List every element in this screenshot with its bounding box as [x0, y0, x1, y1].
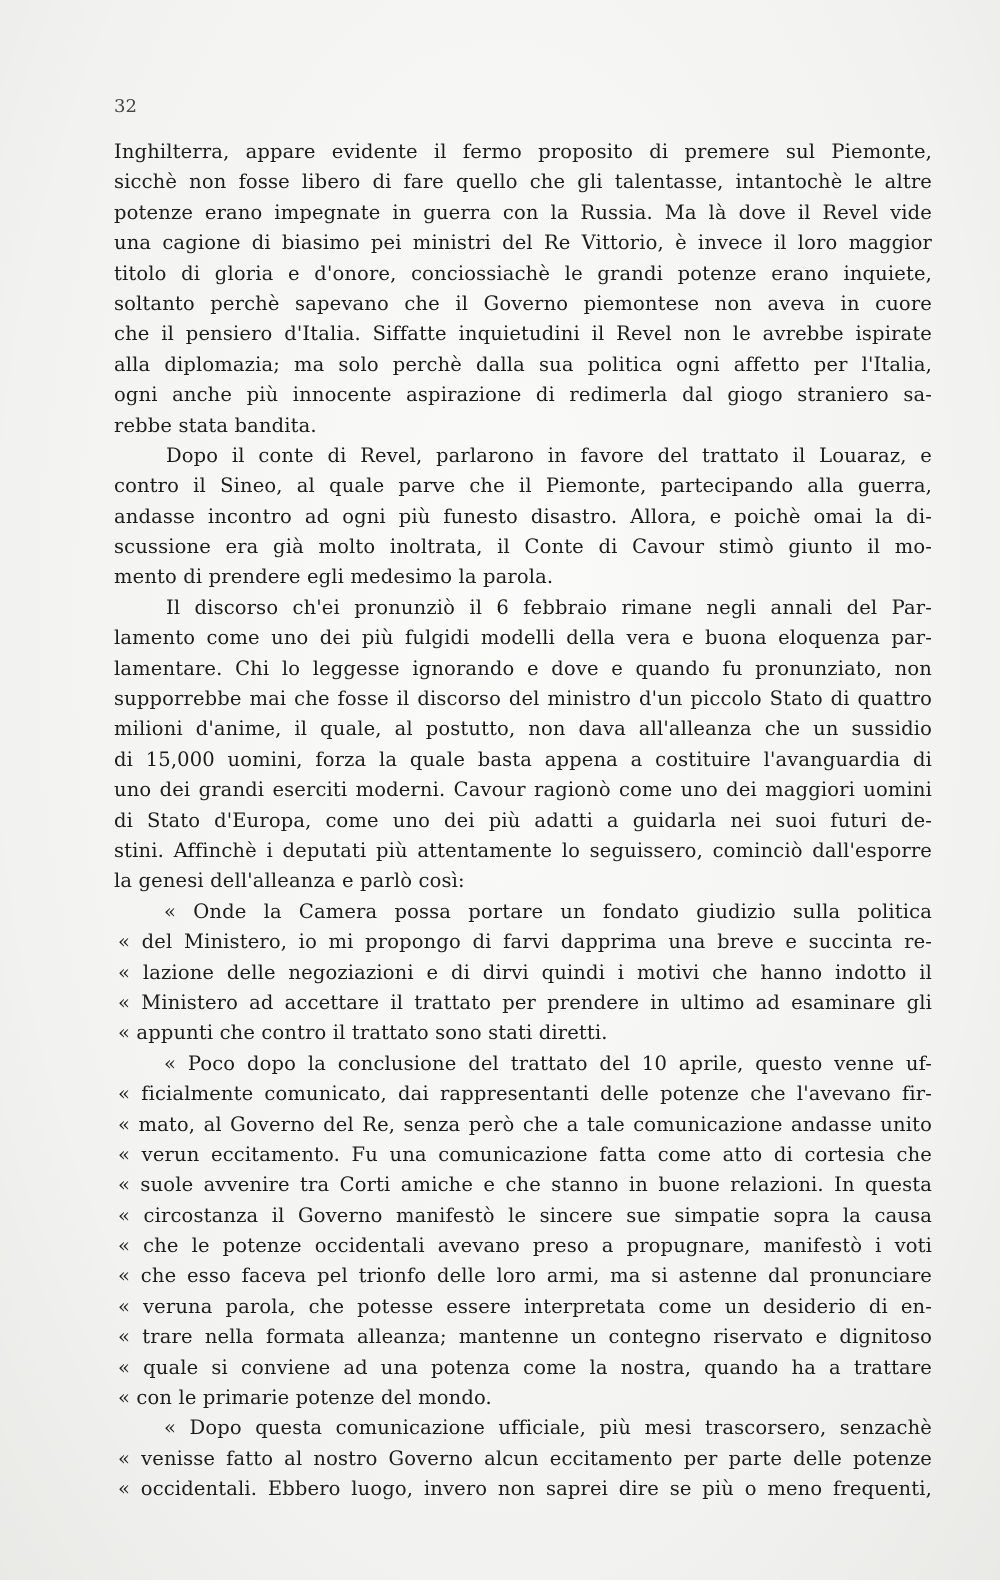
text-line: potenze erano impegnate in guerra con la Russia. Ma là dove il Revel vide: [114, 200, 932, 224]
text-line: « circostanza il Governo manifestò le sincere sue simpatie sopra la causa: [118, 1203, 932, 1227]
text-line: di 15,000 uomini, forza la quale basta appena a costituire l'avanguardia di: [114, 747, 932, 771]
text-line: soltanto perchè sapevano che il Governo piemontese non aveva in cuore: [114, 291, 932, 315]
text-line: milioni d'anime, il quale, al postutto, non dava all'alleanza che un sussidio: [114, 717, 932, 741]
text-line: stini. Affinchè i deputati più attentamente lo seguissero, cominciò dall'esporre: [114, 838, 932, 862]
text-line: « veruna parola, che potesse essere interpretata come un desiderio di en-: [118, 1294, 932, 1318]
text-line: ogni anche più innocente aspirazione di redimerla dal giogo straniero sa-: [114, 383, 932, 407]
text-line: « Ministero ad accettare il trattato per prendere in ultimo ad esaminare gli: [118, 990, 932, 1014]
text-line: Il discorso ch'ei pronunziò il 6 febbraio rimane negli annali del Par-: [166, 595, 932, 619]
text-line: « che esso faceva pel trionfo delle loro armi, ma si astenne dal pronunciare: [118, 1264, 932, 1288]
text-line: « suole avvenire tra Corti amiche e che stanno in buone relazioni. In questa: [118, 1173, 932, 1197]
text-line: « che le potenze occidentali avevano preso a propugnare, manifestò i voti: [118, 1234, 932, 1258]
text-line: « lazione delle negoziazioni e di dirvi quindi i motivi che hanno indotto il: [118, 960, 932, 984]
text-line: lamentare. Chi lo leggesse ignorando e dove e quando fu pronunziato, non: [114, 656, 932, 680]
text-line: contro il Sineo, al quale parve che il Piemonte, partecipando alla guerra,: [114, 474, 932, 498]
text-line: supporrebbe mai che fosse il discorso del ministro d'un piccolo Stato di quattro: [114, 687, 932, 711]
text-line: rebbe stata bandita.: [114, 413, 317, 437]
text-line: « Dopo questa comunicazione ufficiale, più mesi trascorsero, senzachè: [164, 1416, 932, 1440]
text-line: sicchè non fosse libero di fare quello che gli talentasse, intantochè le altre: [114, 170, 932, 194]
text-line: « mato, al Governo del Re, senza però che a tale comunicazione andasse unito: [118, 1112, 932, 1136]
text-line: « del Ministero, io mi propongo di farvi dapprima una breve e succinta re-: [118, 930, 932, 954]
text-line: « occidentali. Ebbero luogo, invero non saprei dire se più o meno frequenti,: [118, 1477, 932, 1501]
text-line: scussione era già molto inoltrata, il Conte di Cavour stimò giunto il mo-: [114, 535, 932, 559]
text-line: di Stato d'Europa, come uno dei più adatti a guidarla nei suoi futuri de-: [114, 808, 932, 832]
text-line: « Poco dopo la conclusione del trattato del 10 aprile, questo venne uf-: [164, 1051, 932, 1075]
text-line: Dopo il conte di Revel, parlarono in favore del trattato il Louaraz, e: [166, 443, 932, 467]
text-line: « ficialmente comunicato, dai rappresentanti delle potenze che l'avevano fir-: [118, 1082, 932, 1106]
text-line: « venisse fatto al nostro Governo alcun eccitamento per parte delle potenze: [118, 1446, 932, 1470]
text-line: mento di prendere egli medesimo la parola.: [114, 565, 554, 589]
body-text: [114, 137, 932, 1505]
page-number: 32: [114, 96, 137, 117]
text-line: « Onde la Camera possa portare un fondato giudizio sulla politica: [164, 899, 932, 923]
text-line: alla diplomazia; ma solo perchè dalla sua politica ogni affetto per l'Italia,: [114, 352, 932, 376]
text-line: « verun eccitamento. Fu una comunicazione fatta come atto di cortesia che: [118, 1142, 932, 1166]
text-line: « quale si conviene ad una potenza come la nostra, quando ha a trattare: [118, 1355, 932, 1379]
text-line: titolo di gloria e d'onore, conciossiachè le grandi potenze erano inquiete,: [114, 261, 932, 285]
text-line: che il pensiero d'Italia. Siffatte inquietudini il Revel non le avrebbe ispirate: [114, 322, 932, 346]
text-line: uno dei grandi eserciti moderni. Cavour ragionò come uno dei maggiori uomini: [114, 778, 932, 802]
text-line: andasse incontro ad ogni più funesto disastro. Allora, e poichè omai la di-: [114, 504, 932, 528]
text-line: una cagione di biasimo pei ministri del Re Vittorio, è invece il loro maggior: [114, 231, 932, 255]
text-line: « con le primarie potenze del mondo.: [118, 1386, 492, 1410]
text-line: « trare nella formata alleanza; mantenne un contegno riservato e dignitoso: [118, 1325, 932, 1349]
text-line: la genesi dell'alleanza e parlò così:: [114, 869, 465, 893]
text-line: « appunti che contro il trattato sono stati diretti.: [118, 1021, 608, 1045]
text-line: lamento come uno dei più fulgidi modelli della vera e buona eloquenza par-: [114, 626, 932, 650]
text-line: Inghilterra, appare evidente il fermo proposito di premere sul Piemonte,: [114, 140, 932, 163]
